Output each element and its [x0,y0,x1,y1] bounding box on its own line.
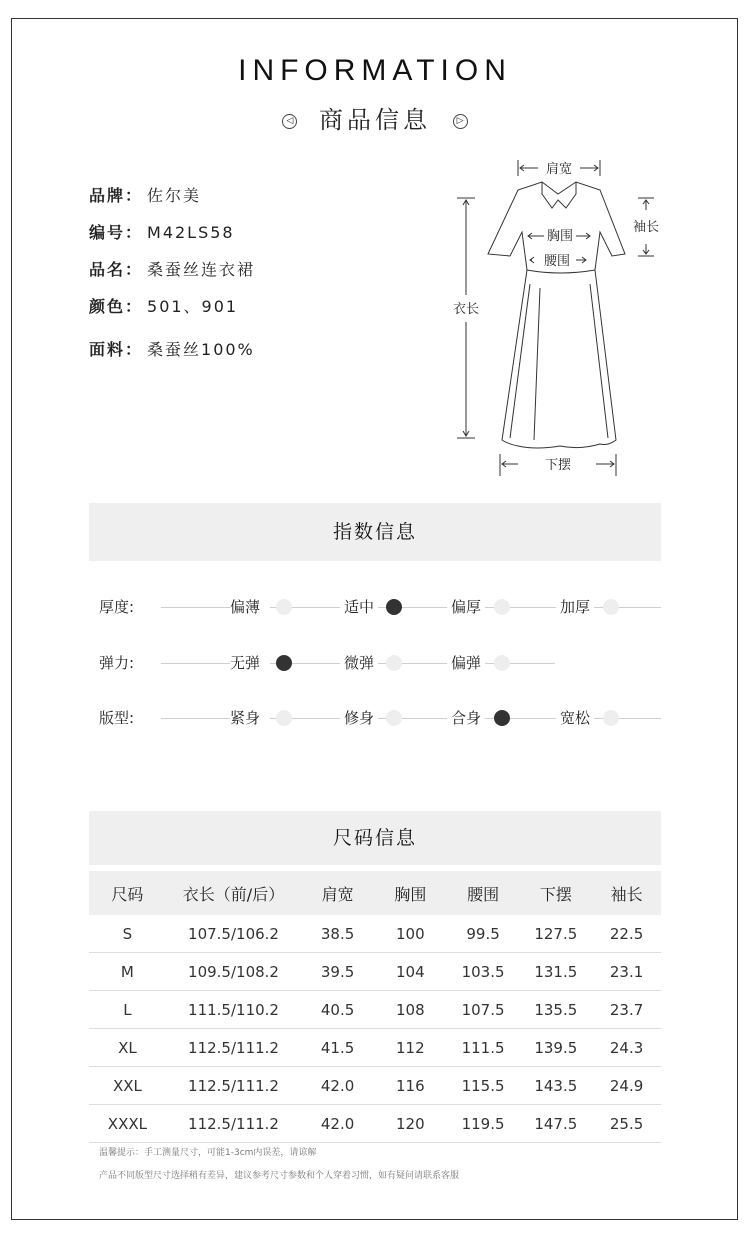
info-key: 品名： [89,260,144,279]
column-header: 袖长 [592,871,661,915]
index-dot [603,599,619,615]
table-cell: 112.5/111.2 [166,1105,301,1143]
hem-label: 下摆 [544,458,572,473]
index-row-thickness [99,595,679,619]
table-cell: 115.5 [447,1067,520,1105]
column-header: 尺码 [89,871,166,915]
info-key: 面料： [89,340,144,359]
table-row [89,953,661,991]
size-table-header [89,871,661,915]
table-cell: 109.5/108.2 [166,953,301,991]
note-measurement: 温馨提示：手工测量尺寸，可能1-3cm内误差，请谅解 [99,1148,317,1158]
index-option: 偏弹 [447,651,485,675]
table-cell: 99.5 [447,915,520,953]
info-value: 桑蚕丝100% [147,340,255,359]
table-row [89,1029,661,1067]
table-cell: 107.5 [447,991,520,1029]
table-cell: 139.5 [519,1029,592,1067]
note-size-advice: 产品不同版型尺寸选择稍有差异，建议参考尺寸参数和个人穿着习惯，如有疑问请联系客服 [99,1171,460,1181]
index-dot [276,710,292,726]
index-option: 加厚 [556,595,594,619]
index-dot [386,655,402,671]
index-label: 版型: [99,709,135,727]
table-cell: 112.5/111.2 [166,1067,301,1105]
index-dot [386,710,402,726]
table-cell: 103.5 [447,953,520,991]
table-row [89,1067,661,1105]
index-section-title: 指数信息 [89,503,661,561]
index-option: 合身 [447,706,485,730]
table-cell: 24.3 [592,1029,661,1067]
index-option: 适中 [340,595,378,619]
table-cell: XL [89,1029,166,1067]
index-dot [603,710,619,726]
table-cell: 107.5/106.2 [166,915,301,953]
info-key: 颜色： [89,297,144,316]
table-cell: 120 [374,1105,447,1143]
table-row [89,915,661,953]
info-color [89,294,238,317]
table-cell: 119.5 [447,1105,520,1143]
index-dot [494,655,510,671]
index-dot-selected [494,710,510,726]
column-header: 下摆 [519,871,592,915]
table-row [89,1105,661,1143]
table-cell: 131.5 [519,953,592,991]
index-row-fit [99,706,679,730]
info-key: 编号： [89,223,144,242]
table-cell: 38.5 [301,915,374,953]
table-cell: 23.7 [592,991,661,1029]
chevron-left-icon: ◁ [282,114,297,129]
index-option: 宽松 [556,706,594,730]
table-cell: 112.5/111.2 [166,1029,301,1067]
table-cell: XXL [89,1067,166,1105]
info-code [89,220,235,243]
table-cell: 39.5 [301,953,374,991]
table-cell: 112 [374,1029,447,1067]
index-option: 修身 [340,706,378,730]
index-dot [494,599,510,615]
index-label: 弹力: [99,654,135,672]
info-value: 501、901 [147,297,239,316]
index-dot-selected [276,655,292,671]
info-value: 桑蚕丝连衣裙 [147,260,256,279]
info-name [89,257,255,280]
table-cell: XXXL [89,1105,166,1143]
table-cell: 24.9 [592,1067,661,1105]
info-brand [89,183,201,206]
table-cell: 23.1 [592,953,661,991]
index-label: 厚度: [99,598,135,616]
table-cell: 22.5 [592,915,661,953]
waist-label: 腰围 [543,254,571,269]
table-cell: L [89,991,166,1029]
index-option: 无弹 [230,651,270,675]
index-dot-selected [386,599,402,615]
table-cell: 111.5/110.2 [166,991,301,1029]
column-header: 衣长（前/后） [166,871,301,915]
shoulder-label: 肩宽 [545,162,573,177]
table-cell: S [89,915,166,953]
index-option: 偏薄 [230,595,270,619]
chevron-right-icon: ▷ [453,114,468,129]
info-fabric [89,337,255,360]
table-cell: 42.0 [301,1105,374,1143]
length-label: 衣长 [452,302,480,317]
info-key: 品牌： [89,186,144,205]
column-header: 肩宽 [301,871,374,915]
page-subtitle [0,100,750,135]
index-option: 紧身 [230,706,270,730]
page-title: INFORMATION [238,54,512,87]
table-cell: 127.5 [519,915,592,953]
chest-label: 胸围 [546,229,574,244]
info-value: 佐尔美 [147,186,202,205]
table-cell: 42.0 [301,1067,374,1105]
column-header: 腰围 [447,871,520,915]
table-cell: 108 [374,991,447,1029]
table-cell: 147.5 [519,1105,592,1143]
dress-diagram [440,150,680,490]
index-dot [276,599,292,615]
size-section-title: 尺码信息 [89,811,661,865]
info-value: M42LS58 [147,223,235,242]
size-table [89,871,661,1143]
index-row-elasticity [99,651,679,675]
table-cell: 104 [374,953,447,991]
index-option: 偏厚 [447,595,485,619]
subtitle-text: 商品信息 [319,106,431,134]
column-header: 胸围 [374,871,447,915]
table-cell: 40.5 [301,991,374,1029]
table-cell: 143.5 [519,1067,592,1105]
index-option: 微弹 [340,651,378,675]
table-cell: 41.5 [301,1029,374,1067]
table-cell: 135.5 [519,991,592,1029]
table-cell: 25.5 [592,1105,661,1143]
table-cell: M [89,953,166,991]
sleeve-label: 袖长 [632,220,660,235]
table-cell: 116 [374,1067,447,1105]
table-cell: 111.5 [447,1029,520,1067]
table-cell: 100 [374,915,447,953]
table-row [89,991,661,1029]
